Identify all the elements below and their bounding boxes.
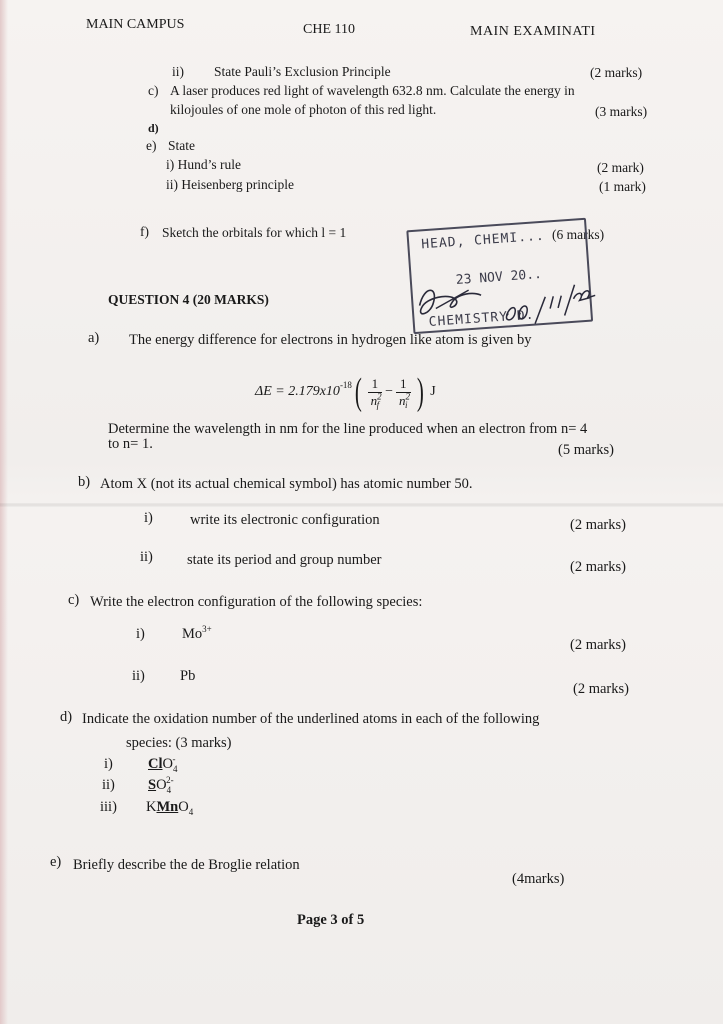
fraction-initial-denominator: $n^2_i$ <box>396 392 411 409</box>
q3-c-ii-text: State Pauli’s Exclusion Principle <box>214 64 391 79</box>
q4-d-i-number: i) <box>104 756 113 772</box>
q4-c-ii-marks: (2 marks) <box>573 681 629 697</box>
q4-d-line2: species: (3 marks) <box>126 735 232 751</box>
q4-c-label: c) <box>68 592 80 608</box>
q3-c-label: c) <box>148 83 159 98</box>
q4-title: QUESTION 4 (20 MARKS) <box>108 292 269 307</box>
q4-b-label: b) <box>78 474 91 490</box>
q4-e-marks: (4marks) <box>512 871 565 887</box>
page-fold-line <box>0 503 723 507</box>
q4-b-i-number: i) <box>144 510 153 526</box>
q4-b-i-text: write its electronic configuration <box>190 512 380 528</box>
q4-d-ii-species: $SO_4^{2-}$ <box>148 775 174 795</box>
q4-d-i-species: ClO$_4$- <box>148 754 178 774</box>
q3-f-marks: (6 marks) <box>552 227 605 242</box>
stamp-dept-text: CHEMISTRY D. <box>428 307 535 330</box>
q3-c-ii-number: ii) <box>172 64 184 79</box>
q4-d-line1: Indicate the oxidation number of the underlined atoms in each of the following <box>82 711 540 727</box>
header-course-code: CHE 110 <box>303 22 355 37</box>
q4-b-text: Atom X (not its actual chemical symbol) has atomic number 50. <box>100 476 473 492</box>
q4-d-label: d) <box>60 709 73 725</box>
equation-left-paren: ( <box>354 371 362 413</box>
q4-b-ii-text: state its period and group number <box>187 552 382 568</box>
fraction-initial-numerator: 1 <box>400 375 407 391</box>
q4-c-text: Write the electron configuration of the following species: <box>90 594 423 610</box>
q4-b-ii-marks: (2 marks) <box>570 559 626 575</box>
fraction-final-numerator: 1 <box>371 375 379 391</box>
q4-d-ii-number: ii) <box>102 777 115 793</box>
fraction-initial <box>396 376 411 409</box>
q4-e-label: e) <box>50 854 62 870</box>
q4-a-marks: (5 marks) <box>558 442 614 458</box>
fraction-final <box>368 376 383 409</box>
q4-b-i-marks: (2 marks) <box>570 517 626 533</box>
q4-c-i-species: $Mo^{3+}$ <box>182 624 212 642</box>
page-number: Page 3 of 5 <box>297 912 365 928</box>
q3-d-label: d) <box>148 121 159 135</box>
q3-f-label: f) <box>140 224 149 239</box>
q4-c-ii-species: Pb <box>180 668 196 684</box>
q4-a-line2: to n= 1. <box>108 436 153 452</box>
handwritten-signature <box>403 253 597 336</box>
q3-e-label: e) <box>146 138 157 153</box>
stamp-date-text: 23 NOV 20.. <box>455 267 543 288</box>
equation-minus: − <box>385 384 394 399</box>
q3-e-ii-marks: (1 mark) <box>599 179 646 194</box>
q4-b-ii-number: ii) <box>140 549 153 565</box>
header-exam-type: MAIN EXAMINATI <box>470 24 596 39</box>
q4-c-i-marks: (2 marks) <box>570 637 626 653</box>
q3-e-i-marks: (2 mark) <box>597 160 644 175</box>
q3-f-text: Sketch the orbitals for which l = 1 <box>162 225 347 240</box>
q4-c-i-number: i) <box>136 626 145 642</box>
header-campus: MAIN CAMPUS <box>86 17 185 32</box>
q3-c-line1: A laser produces red light of wavelength 632.8 nm. Calculate the energy in <box>170 83 575 98</box>
q3-e-text: State <box>168 138 195 153</box>
q4-a-line1: Determine the wavelength in nm for the line produced when an electron from n= 4 <box>108 421 588 437</box>
equation-unit: J <box>430 384 436 399</box>
equation-right-paren: ) <box>416 371 424 413</box>
equation-lhs: ΔE = 2.179x10 <box>255 384 340 399</box>
q3-e-ii-text: ii) Heisenberg principle <box>166 177 294 192</box>
q4-d-iii-number: iii) <box>100 799 117 815</box>
q4-a-label: a) <box>88 330 100 346</box>
q3-c-line2: kilojoules of one mole of photon of this red light. <box>170 102 437 117</box>
q4-c-ii-number: ii) <box>132 668 145 684</box>
q4-e-text: Briefly describe the de Broglie relation <box>73 857 300 873</box>
q3-e-i-text: i) Hund’s rule <box>166 157 241 172</box>
q3-c-ii-marks: (2 marks) <box>590 65 643 80</box>
page-edge-shadow <box>0 0 8 1024</box>
energy-difference-equation: ΔE = 2.179x10 $^{-18}$ ( $\frac{1}{n^2_f}$ − $\frac{1}{n^2_i}$ ) J <box>255 371 436 413</box>
fraction-final-denominator: $n^2_f$ <box>368 392 383 409</box>
department-stamp <box>400 218 597 343</box>
q4-d-iii-species: KMnO$_4$ <box>146 799 194 817</box>
q4-a-text: The energy difference for electrons in hydrogen like atom is given by <box>129 332 532 348</box>
stamp-head-text: HEAD, CHEMI... <box>420 228 546 253</box>
q3-c-marks: (3 marks) <box>595 104 648 119</box>
